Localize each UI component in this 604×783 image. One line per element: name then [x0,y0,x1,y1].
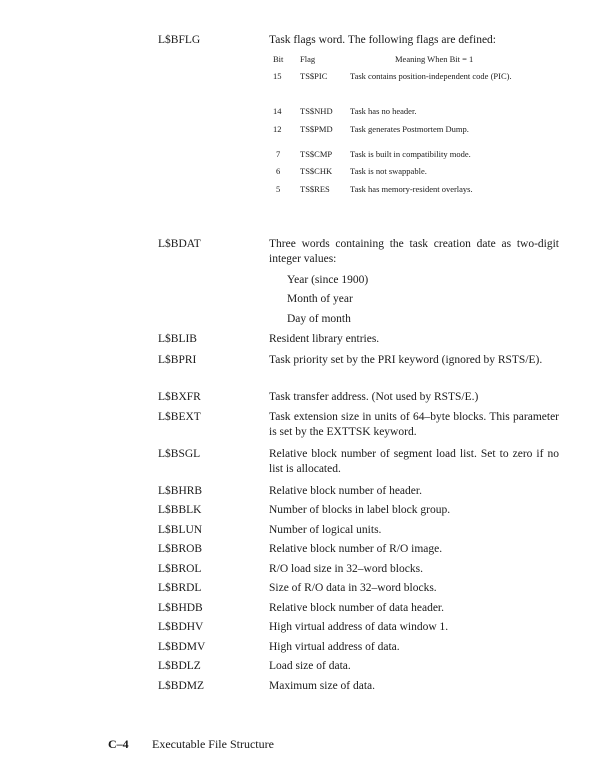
table-header: Bit [273,54,284,64]
flag-cell: 14 [273,106,282,116]
entry-label: L$BROL [158,563,202,575]
entry-label: L$BDHV [158,621,204,633]
entry-description: Maximum size of data. [269,680,376,692]
entry-description: Size of R/O data in 32–word blocks. [269,582,437,594]
entry-label: L$BDMV [158,641,206,653]
flag-cell: Task has no header. [350,106,417,116]
flag-cell: TS$RES [300,184,330,194]
entry-description: Task extension size in units of 64–byte blocks. This parameter is set by the EXTTSK keyword. [269,411,559,438]
entry-label: L$BPRI [158,354,197,366]
flag-cell: Task is not swappable. [350,166,427,176]
entry-label: L$BDMZ [158,680,204,692]
page-number: C–4 [108,737,129,751]
flag-cell: TS$PMD [300,124,333,134]
entry-description: Task flags word. The following flags are defined: [269,34,497,46]
entry-description: R/O load size in 32–word blocks. [269,563,423,575]
flag-cell: Task contains position-independent code (PIC). [350,71,512,81]
flag-cell: TS$CHK [300,166,333,176]
entry-label: L$BROB [158,543,203,555]
entry-description: Load size of data. [269,660,351,672]
flag-cell: Task is built in compatibility mode. [350,149,471,159]
entry-description: High virtual address of data window 1. [269,621,449,633]
flag-cell: TS$CMP [300,149,333,159]
entry-description: Relative block number of data header. [269,602,444,614]
footer-title: Executable File Structure [152,737,274,751]
entry-label: L$BHRB [158,485,203,497]
entry-label: L$BBLK [158,504,202,516]
date-value: Year (since 1900) [287,274,369,286]
flag-cell: TS$PIC [300,71,328,81]
entry-label: L$BLIB [158,333,197,345]
entry-description: Number of logical units. [269,524,382,536]
flag-cell: 6 [276,166,281,176]
flag-cell: 15 [273,71,282,81]
table-header: Meaning When Bit = 1 [395,54,474,64]
flag-cell: Task generates Postmortem Dump. [350,124,469,134]
entry-label: L$BFLG [158,34,201,46]
entry-description: Relative block number of segment load list. Set to zero if no list is allocated. [269,448,559,475]
entry-label: L$BLUN [158,524,203,536]
entry-label: L$BDAT [158,238,201,250]
flag-cell: 12 [273,124,282,134]
flag-cell: TS$NHD [300,106,333,116]
flag-cell: 5 [276,184,281,194]
entry-description: Task transfer address. (Not used by RSTS/E.) [269,391,479,403]
entry-description: Three words containing the task creation date as two-digit integer values: [269,238,559,265]
date-value: Month of year [287,293,353,305]
entry-description: Resident library entries. [269,333,380,345]
flag-cell: 7 [276,149,281,159]
entry-label: L$BRDL [158,582,202,594]
flag-cell: Task has memory-resident overlays. [350,184,473,194]
entry-description: Relative block number of R/O image. [269,543,443,555]
entry-description: Relative block number of header. [269,485,422,497]
entry-description: High virtual address of data. [269,641,400,653]
entry-label: L$BXFR [158,391,201,403]
entry-label: L$BHDB [158,602,203,614]
entry-description: Task priority set by the PRI keyword (ignored by RSTS/E). [269,354,543,366]
entry-label: L$BDLZ [158,660,201,672]
entry-label: L$BSGL [158,448,201,460]
entry-description: Number of blocks in label block group. [269,504,451,516]
date-value: Day of month [287,313,351,325]
entry-label: L$BEXT [158,411,201,423]
table-header: Flag [300,54,316,64]
